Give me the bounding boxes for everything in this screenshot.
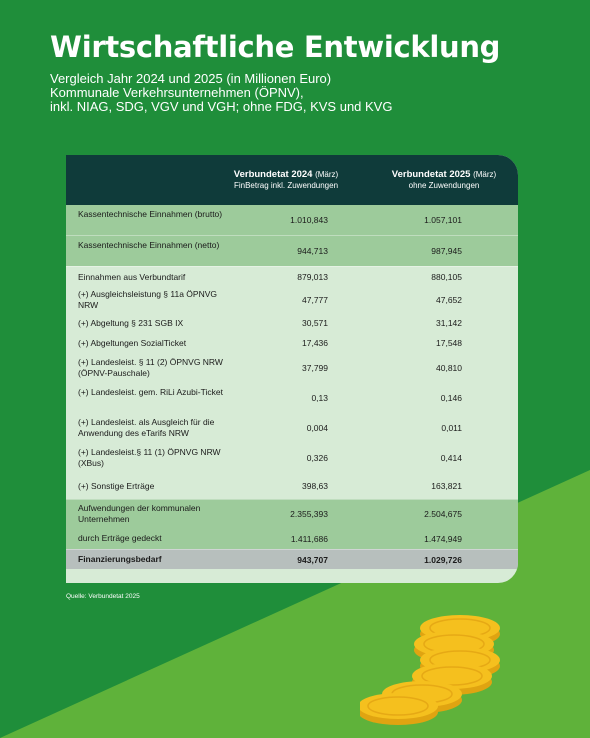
- row-label: Finanzierungsbedarf: [78, 554, 162, 564]
- value-2024: 30,571: [302, 318, 328, 328]
- row-label: (+) Landesleist.§ 11 (1) ÖPNVG NRW (XBus): [78, 447, 221, 468]
- source-note: Quelle: Verbundetat 2025: [66, 593, 140, 600]
- page-subtitle: [50, 72, 392, 114]
- row-label: (+) Sonstige Erträge: [78, 480, 155, 491]
- value-2024: 1.010,843: [290, 215, 328, 225]
- table-row: [66, 205, 518, 235]
- subtitle-line: inkl. NIAG, SDG, VGV und VGH; ohne FDG, KVS und KVG: [50, 99, 393, 114]
- row-label: Einnahmen aus Verbundtarif: [78, 271, 186, 282]
- coin-stack-icon: [360, 610, 510, 730]
- value-2025: 0,414: [440, 453, 462, 463]
- value-2024: 1.411,686: [290, 533, 328, 544]
- value-2025: 40,810: [436, 363, 462, 373]
- row-label: (+) Landesleist. als Ausgleich für die Anwendung des eTarifs NRW: [78, 417, 215, 438]
- value-2024: 17,436: [302, 338, 328, 348]
- value-2025: 1.029,726: [424, 554, 462, 565]
- row-label: (+) Ausgleichsleistung § 11a ÖPNVG NRW: [78, 289, 217, 310]
- row-label: (+) Abgeltungen SozialTicket: [78, 337, 187, 348]
- row-label: Kassentechnische Einnahmen (brutto): [78, 209, 223, 219]
- value-2025: 0,011: [441, 423, 462, 433]
- value-2025: 2.504,675: [424, 509, 462, 519]
- table-row: [66, 528, 518, 549]
- value-2025: 163,821: [431, 481, 462, 491]
- table-body: [66, 205, 518, 569]
- value-2024: 398,63: [302, 481, 328, 491]
- value-2025: 17,548: [436, 338, 462, 348]
- row-label: (+) Landesleist. § 11 (2) ÖPNVG NRW (ÖPNV-Pauschale): [78, 357, 223, 378]
- table-row: [66, 266, 518, 287]
- table-row: [66, 473, 518, 499]
- table-row: [66, 313, 518, 333]
- value-2025: 1.057,101: [424, 215, 462, 225]
- row-label: Aufwendungen der kommunalen Unternehmen: [78, 503, 201, 524]
- table-row: [66, 413, 518, 443]
- financial-table: [66, 155, 518, 583]
- value-2024: 944,713: [297, 246, 328, 256]
- subtitle-line: Vergleich Jahr 2024 und 2025 (in Millionen Euro): [50, 71, 332, 86]
- value-2025: 47,652: [436, 295, 462, 305]
- row-label: (+) Abgeltung § 231 SGB IX: [78, 317, 184, 328]
- value-2024: 2.355,393: [290, 509, 328, 519]
- value-2025: 0,146: [440, 393, 462, 403]
- table-row: [66, 235, 518, 266]
- table-row: [66, 443, 518, 473]
- subtitle-line: Kommunale Verkehrsunternehmen (ÖPNV),: [50, 85, 304, 100]
- row-label: durch Erträge gedeckt: [78, 533, 162, 543]
- value-2024: 943,707: [297, 554, 328, 565]
- column-header-2024: Verbundetat 2024 (März) FinBetrag inkl. Zuwendungen: [233, 169, 339, 190]
- table-header: [66, 155, 518, 205]
- value-2024: 47,777: [302, 295, 328, 305]
- row-label: (+) Landesleist. gem. RiLi Azubi-Ticket: [78, 387, 223, 397]
- value-2025: 987,945: [431, 246, 462, 256]
- value-2024: 37,799: [302, 363, 328, 373]
- value-2025: 31,142: [436, 318, 462, 328]
- table-row: [66, 287, 518, 313]
- column-header-2025: Verbundetat 2025 (März) ohne Zuwendungen: [391, 169, 497, 190]
- value-2024: 0,004: [306, 423, 328, 433]
- table-row: [66, 499, 518, 528]
- value-2025: 1.474,949: [424, 533, 462, 544]
- table-row: [66, 353, 518, 383]
- value-2024: 879,013: [297, 272, 328, 282]
- page-title: Wirtschaftliche Entwicklung: [50, 30, 501, 64]
- row-label: Kassentechnische Einnahmen (netto): [78, 240, 220, 250]
- value-2024: 0,326: [306, 453, 328, 463]
- value-2024: 0,13: [311, 393, 328, 403]
- table-total-row: [66, 549, 518, 569]
- table-row: [66, 333, 518, 353]
- table-row: [66, 383, 518, 413]
- value-2025: 880,105: [431, 272, 462, 282]
